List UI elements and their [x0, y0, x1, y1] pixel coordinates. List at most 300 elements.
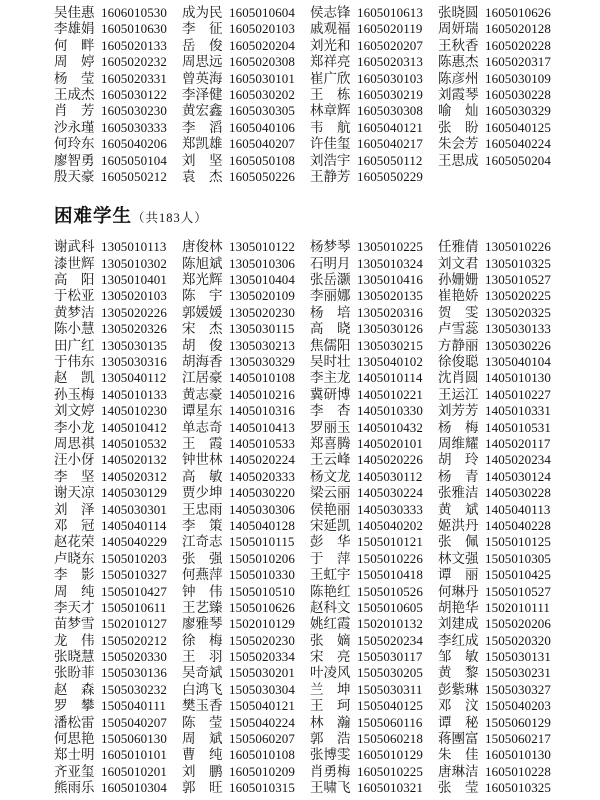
- student-name: 何思艳: [54, 731, 95, 747]
- student-name: 李小龙: [54, 419, 95, 435]
- student-id: 1505010121: [357, 534, 423, 550]
- student-id: 1505040207: [101, 714, 167, 730]
- student-id: 1605030101: [229, 70, 295, 86]
- student-id: 1605020228: [485, 37, 551, 53]
- student-id: 1605030329: [485, 103, 551, 119]
- student-name: 廖雅琴: [182, 616, 223, 632]
- student-id: 1605030305: [229, 103, 295, 119]
- student-id: 1505010527: [485, 583, 551, 599]
- student-id: 1605030109: [485, 70, 551, 86]
- student-name: 张博雯: [310, 747, 351, 763]
- student-name: 熊雨乐: [54, 780, 95, 796]
- student-id: 1405010114: [357, 370, 423, 386]
- student-id: 1305010113: [101, 239, 167, 255]
- section-heading: [54, 202, 600, 228]
- student-name: 钟伟: [182, 583, 223, 599]
- student-id: 1505010427: [101, 583, 167, 599]
- student-name: 王秋香: [438, 37, 479, 53]
- student-id: 1605040106: [229, 119, 295, 135]
- student-name: 赵凯: [54, 370, 95, 386]
- student-id: 1502010132: [357, 616, 423, 632]
- student-name: 周斌: [182, 731, 223, 747]
- student-id: 1605010130: [485, 747, 551, 763]
- student-name: 谢天凉: [54, 485, 95, 501]
- student-name: 何燕萍: [182, 567, 223, 583]
- student-name: 胡玲: [438, 452, 479, 468]
- student-id: 1502010127: [101, 616, 167, 632]
- student-id: 1605020133: [101, 37, 167, 53]
- student-name: 罗攀: [54, 698, 95, 714]
- student-id: 1305020325: [485, 304, 551, 320]
- student-name: 苗梦雪: [54, 616, 95, 632]
- student-id: 1605020128: [485, 21, 551, 37]
- student-name: 殷天豪: [54, 168, 95, 184]
- student-id: 1405030228: [485, 485, 551, 501]
- student-id: 1605030219: [357, 86, 423, 102]
- student-name: 许佳玺: [310, 136, 351, 152]
- student-id: 1305010401: [101, 272, 167, 288]
- student-name: 张盼菲: [54, 665, 95, 681]
- student-name: 廖智勇: [54, 152, 95, 168]
- student-id: 1505060207: [229, 731, 295, 747]
- student-name: 岳俊: [182, 37, 223, 53]
- student-name: 李泽健: [182, 86, 223, 102]
- student-id: 1305020135: [357, 288, 423, 304]
- student-name: 徐俊聪: [438, 354, 479, 370]
- student-id: 1505010203: [101, 550, 167, 566]
- student-name: 陈小慧: [54, 321, 95, 337]
- student-id: 1405030333: [357, 501, 423, 517]
- student-id: 1505040125: [357, 698, 423, 714]
- student-id: 1405040114: [101, 517, 167, 533]
- student-id: 1605020204: [229, 37, 295, 53]
- student-id: 1505010605: [357, 599, 423, 615]
- student-name: 张岳灏: [310, 272, 351, 288]
- student-id: 1505020334: [229, 649, 295, 665]
- student-id: 1505060129: [485, 714, 551, 730]
- student-id: 1405010216: [229, 386, 295, 402]
- student-name: 杨梦琴: [310, 239, 351, 255]
- student-name: 黄志豪: [182, 386, 223, 402]
- student-id: 1505020234: [357, 632, 423, 648]
- student-name: 赵花荣: [54, 534, 95, 550]
- student-name: 漆世辉: [54, 255, 95, 271]
- student-id: 1505020320: [485, 632, 551, 648]
- student-name: 杨梅: [438, 419, 479, 435]
- student-name: 张嫡: [310, 632, 351, 648]
- student-name: 宋亮: [310, 649, 351, 665]
- student-id: 1405010330: [357, 403, 423, 419]
- student-id: 1505040121: [229, 698, 295, 714]
- student-name: 郑士明: [54, 747, 95, 763]
- student-id: 1505040111: [101, 698, 167, 714]
- student-id: 1405020132: [101, 452, 167, 468]
- student-id: 1405010331: [485, 403, 551, 419]
- student-id: 1305030135: [101, 337, 167, 353]
- student-name: 高敏: [182, 468, 223, 484]
- student-name: 郭旺: [182, 780, 223, 796]
- student-name: 吴奇斌: [182, 665, 223, 681]
- student-id: 1605010225: [357, 763, 423, 779]
- student-name: 王霞: [182, 435, 223, 451]
- student-id: 1605030228: [485, 86, 551, 102]
- section-title: 困难学生: [54, 207, 133, 228]
- student-id: 1405030124: [485, 468, 551, 484]
- student-name: 王栋: [310, 86, 351, 102]
- top-student-roster: [54, 0, 600, 185]
- student-name: 刘建成: [438, 616, 479, 632]
- student-name: 何玲东: [54, 136, 95, 152]
- student-name: 胡俊: [182, 337, 223, 353]
- student-id: 1605010626: [485, 5, 551, 20]
- student-id: 1405030112: [357, 468, 423, 484]
- student-id: 1605050112: [357, 152, 423, 168]
- student-id: 1605040121: [357, 119, 423, 135]
- student-name: 侯艳丽: [310, 501, 351, 517]
- student-name: 江奇志: [182, 534, 223, 550]
- student-id: 1605010209: [229, 763, 295, 779]
- student-name: 田广红: [54, 337, 95, 353]
- student-name: 沈肖圆: [438, 370, 479, 386]
- student-id: 1505020330: [101, 649, 167, 665]
- student-id: 1405040128: [229, 517, 295, 533]
- student-id: 1405020224: [229, 452, 295, 468]
- student-name: 杨培: [310, 304, 351, 320]
- student-name: 刘泽: [54, 501, 95, 517]
- student-id: 1405010533: [229, 435, 295, 451]
- student-id: 1405010133: [101, 386, 167, 402]
- student-name: 兰坤: [310, 681, 351, 697]
- student-name: 邓汶: [438, 698, 479, 714]
- student-name: 王静芳: [310, 168, 351, 184]
- student-name: 郭媛媛: [182, 304, 223, 320]
- student-id: 1405030220: [229, 485, 295, 501]
- student-id: 1605050204: [485, 152, 551, 168]
- student-name: 冀研博: [310, 386, 351, 402]
- student-id: 1505030231: [485, 665, 551, 681]
- student-name: 刘光和: [310, 37, 351, 53]
- student-id: 1605020313: [357, 54, 423, 70]
- student-name: 谭秘: [438, 714, 479, 730]
- student-name: 方静丽: [438, 337, 479, 353]
- student-name: 何畔: [54, 37, 95, 53]
- student-id: 1605030122: [101, 86, 167, 102]
- student-id: 1305020109: [229, 288, 295, 304]
- student-id: 1405020226: [357, 452, 423, 468]
- student-id: 1405010316: [229, 403, 295, 419]
- student-name: 王羽: [182, 649, 223, 665]
- student-id: 1405030306: [229, 501, 295, 517]
- student-id: 1305020103: [101, 288, 167, 304]
- student-id: 1305030215: [357, 337, 423, 353]
- student-name: 陈旭斌: [182, 255, 223, 271]
- student-id: 1605030202: [229, 86, 295, 102]
- difficult-students-roster: [54, 239, 600, 796]
- student-name: 孙玉梅: [54, 386, 95, 402]
- student-id: 1605030103: [357, 70, 423, 86]
- student-name: 于萍: [310, 550, 351, 566]
- student-id: 1305010225: [357, 239, 423, 255]
- student-name: 吴佳惠: [54, 5, 95, 20]
- student-id: 1505010125: [485, 534, 551, 550]
- student-name: 曾英海: [182, 70, 223, 86]
- student-id: 1605020331: [101, 70, 167, 86]
- section-count: （共183人）: [132, 211, 208, 226]
- student-name: 王啸飞: [310, 780, 351, 796]
- student-name: 龙伟: [54, 632, 95, 648]
- student-name: 李滔: [182, 119, 223, 135]
- student-name: 高阳: [54, 272, 95, 288]
- student-name: 于松亚: [54, 288, 95, 304]
- student-id: 1605010315: [229, 780, 295, 796]
- student-id: 1405040113: [485, 501, 551, 517]
- student-name: 高晓: [310, 321, 351, 337]
- student-id: 1305010404: [229, 272, 295, 288]
- student-id: 1505010418: [357, 567, 423, 583]
- student-id: 1305040104: [485, 354, 551, 370]
- student-name: 刘鹏: [182, 763, 223, 779]
- student-id: 1305010324: [357, 255, 423, 271]
- student-name: 陈莹: [182, 714, 223, 730]
- student-name: 徐梅: [182, 632, 223, 648]
- student-name: 戚观福: [310, 21, 351, 37]
- student-name: 王虹宇: [310, 567, 351, 583]
- student-id: 1605040224: [485, 136, 551, 152]
- student-name: 李丽娜: [310, 288, 351, 304]
- student-id: 1305030226: [485, 337, 551, 353]
- student-name: 郑凯雄: [182, 136, 223, 152]
- student-id: 1605020232: [101, 54, 167, 70]
- student-id: 1605050104: [101, 152, 167, 168]
- student-id: 1305030115: [229, 321, 295, 337]
- student-name: 杨青: [438, 468, 479, 484]
- student-id: 1505060116: [357, 714, 423, 730]
- student-name: 周思祺: [54, 435, 95, 451]
- student-id: 1305020316: [357, 304, 423, 320]
- student-id: 1405020101: [357, 435, 423, 451]
- student-name: 肖芳: [54, 103, 95, 119]
- student-id: 1505010115: [229, 534, 295, 550]
- student-name: 袁杰: [182, 168, 223, 184]
- student-name: 林章辉: [310, 103, 351, 119]
- student-id: 1505040224: [229, 714, 295, 730]
- student-id: 1305010226: [485, 239, 551, 255]
- student-id: 1605010101: [101, 747, 167, 763]
- student-id: 1405040202: [357, 517, 423, 533]
- student-name: 姚红霞: [310, 616, 351, 632]
- student-name: 崔广欣: [310, 70, 351, 86]
- student-id: 1605040206: [101, 136, 167, 152]
- student-id: 1505020230: [229, 632, 295, 648]
- student-id: 1405010531: [485, 419, 551, 435]
- student-name: 刘芳芳: [438, 403, 479, 419]
- student-name: 齐亚玺: [54, 763, 95, 779]
- student-name: 郭浩: [310, 731, 351, 747]
- student-id: 1505030201: [229, 665, 295, 681]
- student-id: 1605020308: [229, 54, 295, 70]
- student-id: 1305020225: [485, 288, 551, 304]
- student-id: 1305030133: [485, 321, 551, 337]
- student-id: 1305010325: [485, 255, 551, 271]
- student-name: 李影: [54, 567, 95, 583]
- student-name: 任雅倩: [438, 239, 479, 255]
- student-name: 李雄娟: [54, 21, 95, 37]
- student-id: 1605030333: [101, 119, 167, 135]
- student-name: 李杏: [310, 403, 351, 419]
- student-name: 陈彦州: [438, 70, 479, 86]
- student-id: 1605010201: [101, 763, 167, 779]
- student-name: 肖勇梅: [310, 763, 351, 779]
- student-id: 1605010129: [357, 747, 423, 763]
- student-id: 1405010227: [485, 386, 551, 402]
- student-name: 贾少坤: [182, 485, 223, 501]
- student-name: 刘文婷: [54, 403, 95, 419]
- student-id: 1305020326: [101, 321, 167, 337]
- student-name: 王运江: [438, 386, 479, 402]
- student-id: 1505030205: [357, 665, 423, 681]
- student-id: 1505030117: [357, 649, 423, 665]
- student-id: 1505030232: [101, 681, 167, 697]
- student-name: 潘松雷: [54, 714, 95, 730]
- student-name: 钟世林: [182, 452, 223, 468]
- student-id: 1505030136: [101, 665, 167, 681]
- student-name: 张莹: [438, 780, 479, 796]
- student-name: 郑光辉: [182, 272, 223, 288]
- student-id: 1605030230: [101, 103, 167, 119]
- student-id: 1405010221: [357, 386, 423, 402]
- student-name: 谢武科: [54, 239, 95, 255]
- student-id: 1405010108: [229, 370, 295, 386]
- student-name: 唐俊林: [182, 239, 223, 255]
- student-name: 林文强: [438, 550, 479, 566]
- student-id: 1505010226: [357, 550, 423, 566]
- student-id: 1605010325: [485, 780, 551, 796]
- student-id: 1405030301: [101, 501, 167, 517]
- student-name: 石明月: [310, 255, 351, 271]
- student-id: 1505060218: [357, 731, 423, 747]
- student-id: 1505030311: [357, 681, 423, 697]
- student-name: 张雅洁: [438, 485, 479, 501]
- student-name: 李坚: [54, 468, 95, 484]
- student-id: 1505060130: [101, 731, 167, 747]
- student-name: 刘浩宇: [310, 152, 351, 168]
- student-id: 1405020312: [101, 468, 167, 484]
- student-name: 宋杰: [182, 321, 223, 337]
- student-id: 1605010613: [357, 5, 423, 20]
- student-name: 周婷: [54, 54, 95, 70]
- student-id: 1505010206: [229, 550, 295, 566]
- student-name: 李策: [182, 517, 223, 533]
- student-id: 1605020317: [485, 54, 551, 70]
- student-id: 1605040207: [229, 136, 295, 152]
- student-id: 1605020103: [229, 21, 295, 37]
- student-id: 1605040125: [485, 119, 551, 135]
- student-name: 胡艳华: [438, 599, 479, 615]
- student-name: 周思远: [182, 54, 223, 70]
- student-id: 1405020234: [485, 452, 551, 468]
- student-id: 1505010626: [229, 599, 295, 615]
- student-id: 1405010532: [101, 435, 167, 451]
- student-name: 胡海香: [182, 354, 223, 370]
- student-id: 1502010129: [229, 616, 295, 632]
- student-name: 周纯: [54, 583, 95, 599]
- student-name: 李天才: [54, 599, 95, 615]
- student-name: 梁云丽: [310, 485, 351, 501]
- student-name: 单志奇: [182, 419, 223, 435]
- student-id: 1305010306: [229, 255, 295, 271]
- student-id: 1605010304: [101, 780, 167, 796]
- student-id: 1505010526: [357, 583, 423, 599]
- student-name: 喻灿: [438, 103, 479, 119]
- student-id: 1405010230: [101, 403, 167, 419]
- student-id: 1405020333: [229, 468, 295, 484]
- student-id: 1305040112: [101, 370, 167, 386]
- student-name: 陈宇: [182, 288, 223, 304]
- student-id: 1405040229: [101, 534, 167, 550]
- student-name: 周维耀: [438, 435, 479, 451]
- student-name: 黄黎: [438, 665, 479, 681]
- student-id: 1505030304: [229, 681, 295, 697]
- student-id: 1405010432: [357, 419, 423, 435]
- student-name: 于伟东: [54, 354, 95, 370]
- student-id: 1505020206: [485, 616, 551, 632]
- student-name: 吴时壮: [310, 354, 351, 370]
- student-name: 叶凌风: [310, 665, 351, 681]
- student-name: 黄宏鑫: [182, 103, 223, 119]
- student-id: 1605010630: [101, 21, 167, 37]
- student-name: 王艺臻: [182, 599, 223, 615]
- student-name: 孙姗姗: [438, 272, 479, 288]
- student-name: 王云峰: [310, 452, 351, 468]
- student-name: 姬洪丹: [438, 517, 479, 533]
- student-name: 樊玉香: [182, 698, 223, 714]
- student-id: 1605010604: [229, 5, 295, 20]
- student-name: 汪小伢: [54, 452, 95, 468]
- student-name: 白鸿飞: [182, 681, 223, 697]
- student-name: 张强: [182, 550, 223, 566]
- student-id: 1505040203: [485, 698, 551, 714]
- student-id: 1405040228: [485, 517, 551, 533]
- student-name: 朱会芳: [438, 136, 479, 152]
- student-id: 1502010111: [485, 599, 551, 615]
- student-name: 成为民: [182, 5, 223, 20]
- student-name: 蒋團富: [438, 731, 479, 747]
- student-id: 1305010302: [101, 255, 167, 271]
- student-id: 1605030308: [357, 103, 423, 119]
- student-id: 1305030329: [229, 354, 295, 370]
- student-name: 王成杰: [54, 86, 95, 102]
- student-id: 1305010416: [357, 272, 423, 288]
- student-name: 贺雯: [438, 304, 479, 320]
- student-id: 1605050108: [229, 152, 295, 168]
- student-name: 卢晓东: [54, 550, 95, 566]
- student-name: 杨文龙: [310, 468, 351, 484]
- student-id: 1505030131: [485, 649, 551, 665]
- student-name: 谭星东: [182, 403, 223, 419]
- student-name: 刘霞琴: [438, 86, 479, 102]
- student-name: 李征: [182, 21, 223, 37]
- student-id: 1505030327: [485, 681, 551, 697]
- student-name: 焦儒阳: [310, 337, 351, 353]
- student-id: 1405020117: [485, 435, 551, 451]
- student-name: 郑祥亮: [310, 54, 351, 70]
- student-name: 王忠雨: [182, 501, 223, 517]
- student-id: 1505020212: [101, 632, 167, 648]
- student-id: 1305010527: [485, 272, 551, 288]
- student-id: 1305040102: [357, 354, 423, 370]
- student-name: 杨莹: [54, 70, 95, 86]
- student-id: 1305020230: [229, 304, 295, 320]
